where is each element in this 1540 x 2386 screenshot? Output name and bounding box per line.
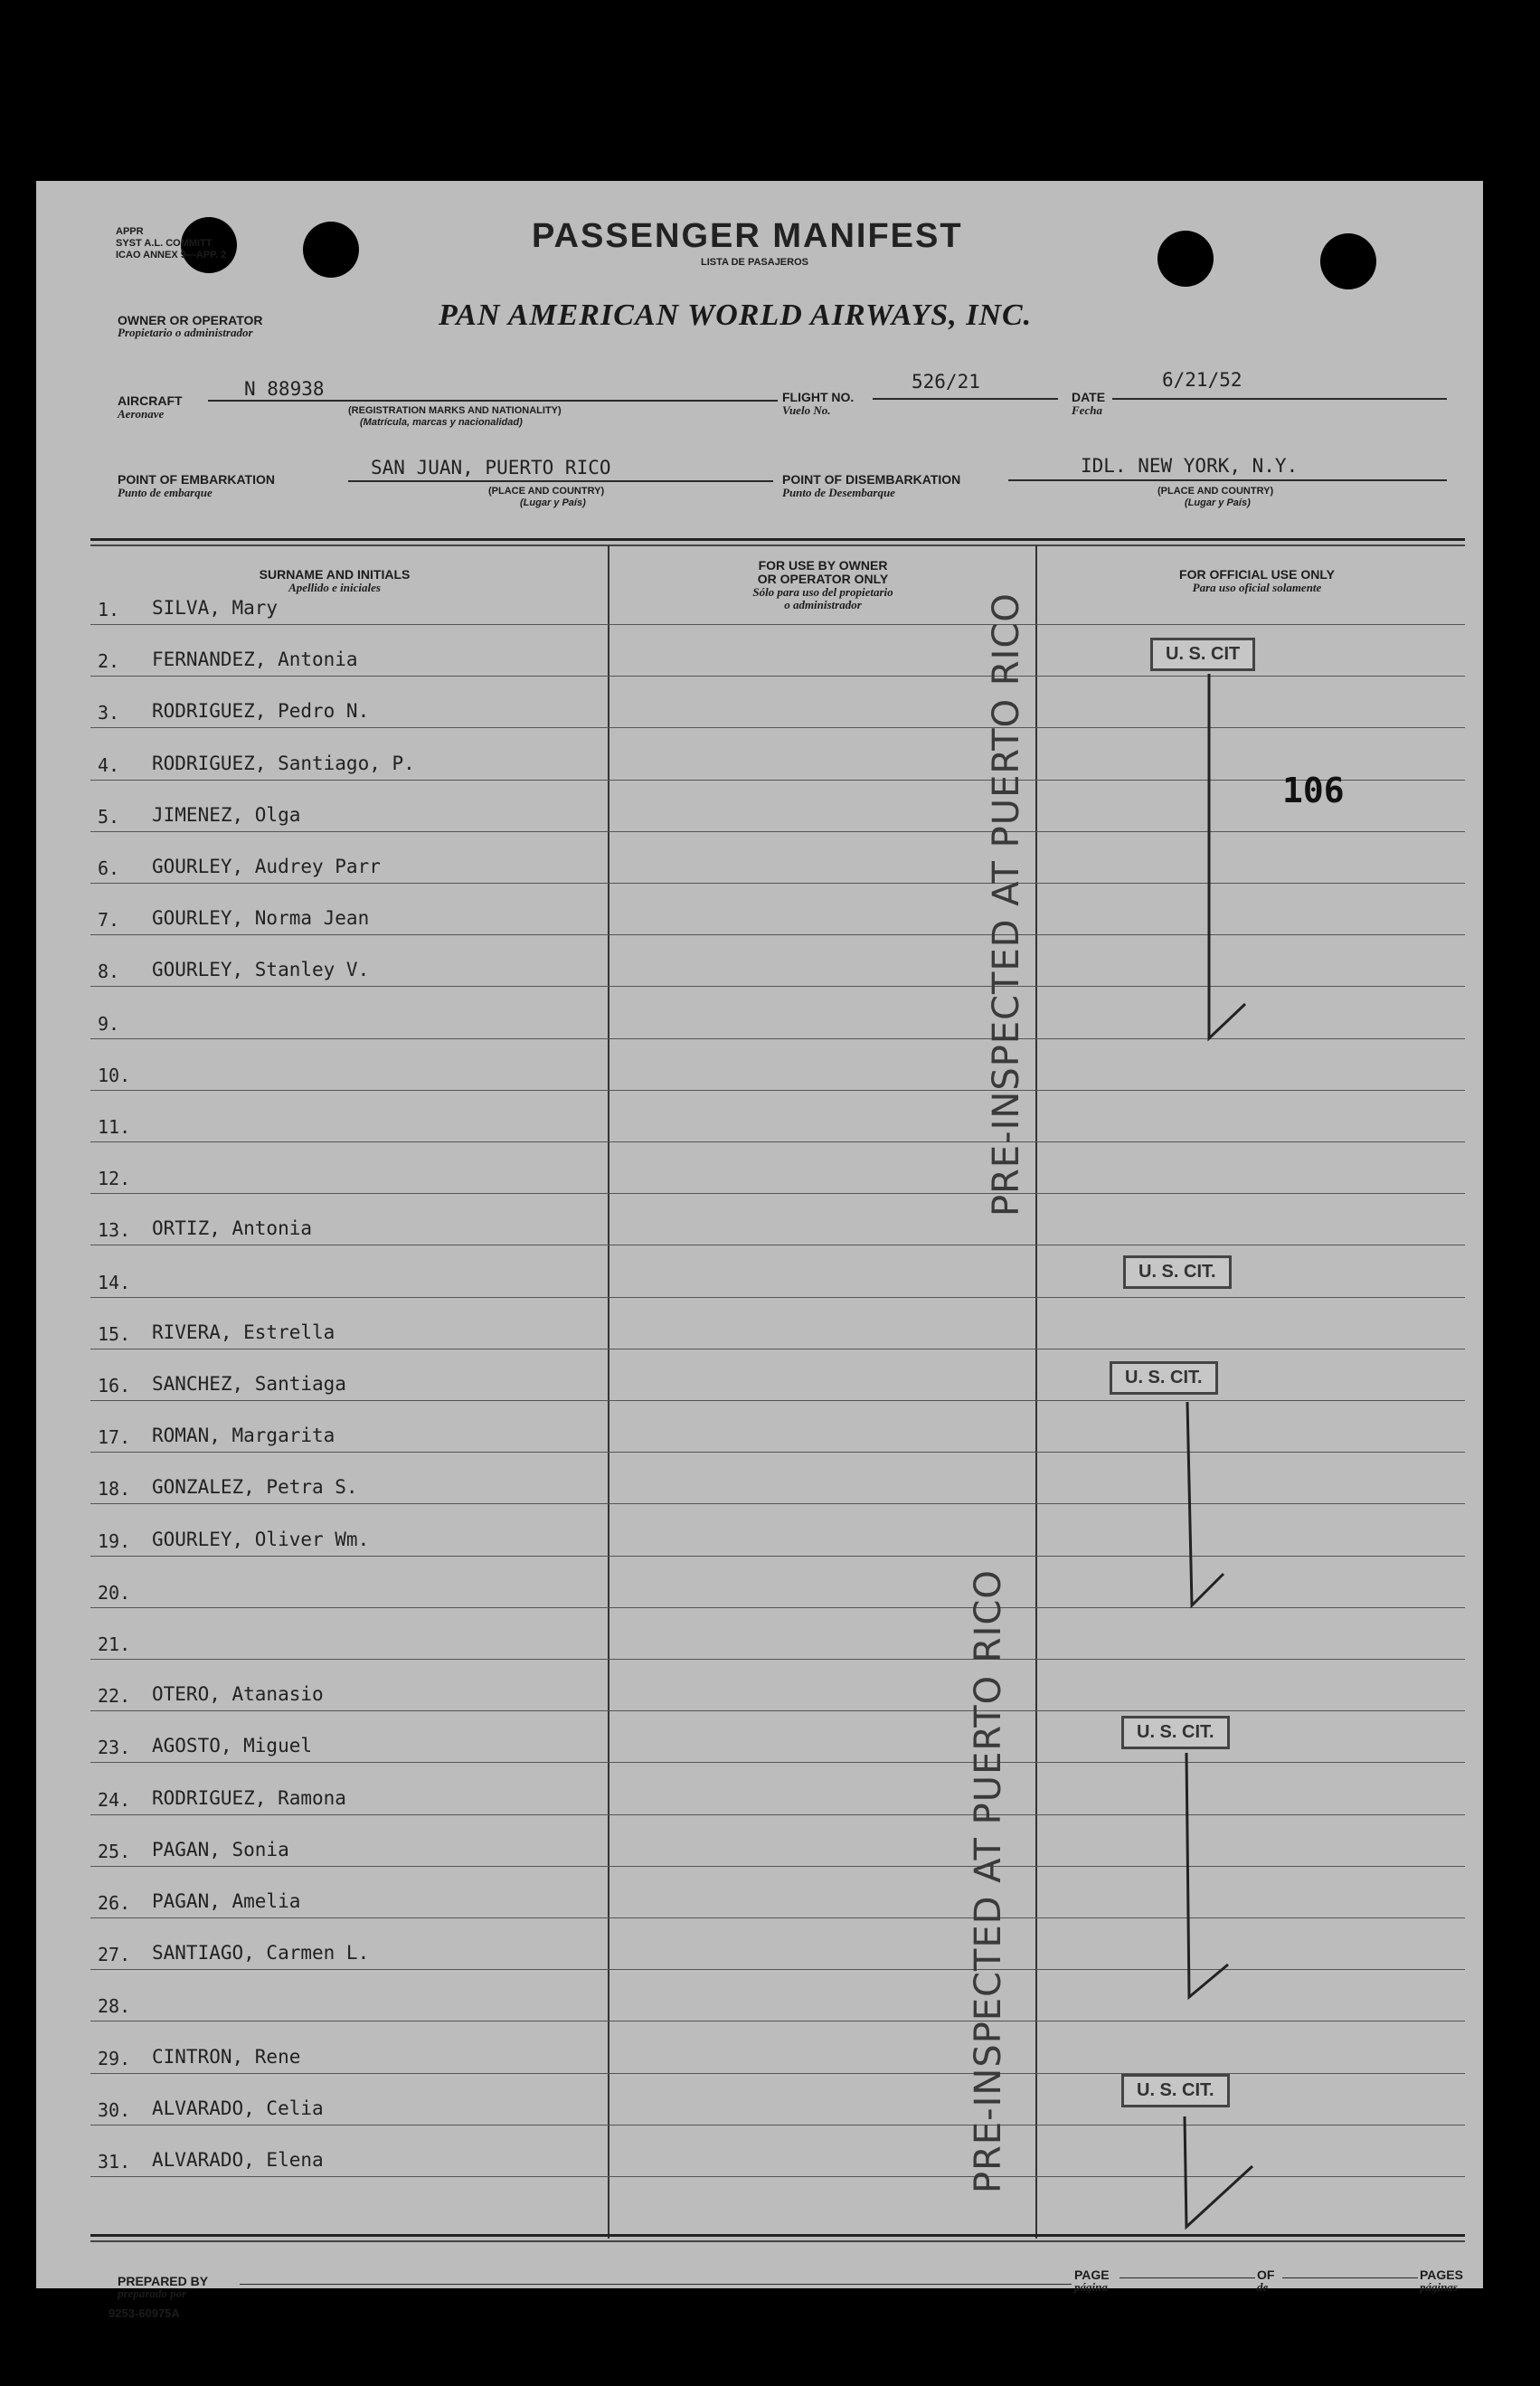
row-number: 7. (98, 909, 120, 932)
row-number: 6. (98, 857, 120, 879)
bracket-mark (1185, 2116, 1252, 2227)
flight-value: 526/21 (912, 371, 980, 393)
prepared-label-es: preparado por (118, 2287, 187, 2300)
row-number: 4. (98, 753, 120, 776)
row-number: 25. (98, 1840, 131, 1862)
row-number: 13. (98, 1219, 131, 1242)
approval-line-2: SYST A.L. COMMITT (116, 238, 213, 249)
row-number: 23. (98, 1737, 131, 1759)
row-number: 1. (98, 599, 120, 620)
disembark-label: POINT OF DISEMBARKATION (782, 472, 961, 487)
row-number: 31. (98, 2151, 131, 2173)
row-number: 9. (98, 1012, 120, 1035)
flight-label: FLIGHT NO. (782, 390, 855, 404)
embark-label-es: Punto de embarque (118, 486, 213, 499)
of-label-es: de (1257, 2280, 1269, 2294)
col-header-owner-text-1: FOR USE BY OWNER (758, 558, 888, 573)
row-number: 15. (98, 1322, 131, 1345)
row-number: 26. (98, 1892, 131, 1914)
page-label: PAGE (1074, 2268, 1110, 2282)
row-number: 5. (98, 805, 120, 828)
col-header-surname-text: SURNAME AND INITIALS (259, 567, 411, 582)
passenger-name: ORTIZ, Antonia (152, 1217, 313, 1240)
passenger-name: FERNANDEZ, Antonia (152, 649, 358, 671)
approval-line-1: APPR (116, 226, 144, 237)
owner-label: OWNER OR OPERATOR (118, 313, 263, 327)
passenger-name: SANCHEZ, Santiaga (152, 1373, 346, 1395)
row-number: 12. (98, 1168, 131, 1190)
manifest-sheet (36, 181, 1483, 2320)
passenger-name: RIVERA, Estrella (152, 1321, 335, 1343)
row-number: 10. (98, 1064, 131, 1086)
aircraft-label-es: Aeronave (118, 407, 165, 421)
passenger-name: RODRIGUEZ, Santiago, P. (152, 752, 415, 774)
disembark-place-note: (PLACE AND COUNTRY) (1157, 486, 1274, 497)
passenger-name: PAGAN, Amelia (152, 1890, 301, 1912)
passenger-name: GOURLEY, Norma Jean (152, 907, 370, 930)
passenger-count: 106 (1282, 771, 1345, 810)
prepared-underline (240, 2284, 1072, 2285)
row-number: 17. (98, 1426, 131, 1449)
bracket-marks (36, 181, 1483, 2288)
manifest-subtitle: LISTA DE PASAJEROS (701, 257, 808, 268)
row-number: 16. (98, 1375, 131, 1397)
bracket-mark (1209, 674, 1245, 1038)
form-code: 9253-60975A (109, 2306, 180, 2320)
manifest-title: PASSENGER MANIFEST (532, 217, 963, 255)
embark-label: POINT OF EMBARKATION (118, 472, 275, 487)
us-cit-stamp: U. S. CIT. (1110, 1361, 1218, 1395)
us-cit-stamp: U. S. CIT (1150, 638, 1255, 671)
disembark-value: IDL. NEW YORK, N.Y. (1081, 455, 1299, 477)
row-number: 27. (98, 1944, 131, 1966)
col-header-surname-es: Apellido e iniciales (288, 581, 381, 594)
passenger-name: JIMENEZ, Olga (152, 803, 301, 826)
col-header-owner-es-1: Sólo para uso del propietario (752, 585, 893, 599)
flight-label-es: Vuelo No. (782, 403, 831, 417)
passenger-name: OTERO, Atanasio (152, 1683, 324, 1706)
row-number: 2. (98, 650, 120, 673)
aircraft-value: N 88938 (244, 378, 325, 400)
pre-inspected-stamp: PRE-INSPECTED AT PUERTO RICO (968, 1569, 1009, 2193)
registration-note-es: (Matrícula, marcas y nacionalidad) (360, 417, 523, 428)
pre-inspected-stamp: PRE-INSPECTED AT PUERTO RICO (986, 592, 1027, 1217)
embark-place-note-es: (Lugar y País) (520, 497, 586, 508)
row-number: 21. (98, 1633, 131, 1655)
aircraft-label: AIRCRAFT (118, 393, 183, 408)
prepared-label: PREPARED BY (118, 2274, 209, 2288)
us-cit-stamp: U. S. CIT. (1121, 1716, 1230, 1749)
row-number: 22. (98, 1685, 131, 1708)
passenger-name: AGOSTO, Miguel (152, 1735, 313, 1757)
row-number: 18. (98, 1478, 131, 1501)
passenger-name: PAGAN, Sonia (152, 1838, 289, 1861)
passenger-name: ALVARADO, Celia (152, 2097, 324, 2119)
row-number: 11. (98, 1116, 131, 1138)
date-value: 6/21/52 (1162, 369, 1242, 391)
passenger-name: ROMAN, Margarita (152, 1425, 335, 1447)
col-header-official-es: Para uso oficial solamente (1192, 581, 1322, 594)
row-number: 19. (98, 1529, 131, 1552)
passenger-name: ALVARADO, Elena (152, 2149, 324, 2171)
col-header-owner-es-2: o administrador (784, 598, 862, 611)
page-underline (1120, 2277, 1255, 2278)
row-number: 3. (98, 702, 120, 724)
row-number: 14. (98, 1271, 131, 1293)
disembark-label-es: Punto de Desembarque (782, 486, 895, 499)
col-header-owner-text-2: OR OPERATOR ONLY (757, 572, 889, 586)
of-underline (1282, 2277, 1418, 2278)
passenger-name: GOURLEY, Oliver Wm. (152, 1528, 370, 1550)
us-cit-stamp: U. S. CIT. (1123, 1255, 1232, 1289)
row-number: 28. (98, 1995, 131, 2018)
approval-line-3: ICAO ANNEX 9—APP. 2 (116, 250, 227, 260)
row-number: 30. (98, 2098, 131, 2121)
passenger-name: GONZALEZ, Petra S. (152, 1476, 358, 1499)
passenger-name: SILVA, Mary (152, 597, 279, 619)
disembark-place-note-es: (Lugar y País) (1185, 497, 1251, 508)
pages-label: PAGES (1420, 2268, 1463, 2282)
row-number: 8. (98, 961, 120, 983)
passenger-name: RODRIGUEZ, Ramona (152, 1786, 346, 1809)
of-label: OF (1257, 2268, 1275, 2282)
passenger-name: SANTIAGO, Carmen L. (152, 1942, 370, 1965)
bracket-mark (1186, 1753, 1228, 1997)
row-number: 20. (98, 1581, 131, 1604)
registration-note: (REGISTRATION MARKS AND NATIONALITY) (348, 405, 562, 416)
date-label: DATE (1072, 390, 1106, 404)
col-header-official-text: FOR OFFICIAL USE ONLY (1179, 567, 1335, 582)
us-cit-stamp: U. S. CIT. (1121, 2074, 1230, 2107)
passenger-name: GOURLEY, Audrey Parr (152, 856, 381, 877)
row-number: 29. (98, 2047, 131, 2069)
embark-place-note: (PLACE AND COUNTRY) (488, 486, 605, 497)
pages-label-es: páginas (1420, 2280, 1458, 2294)
owner-label-es: Propietario o administrador (118, 326, 253, 339)
row-number: 24. (98, 1788, 131, 1811)
embark-value: SAN JUAN, PUERTO RICO (371, 457, 611, 478)
passenger-name: CINTRON, Rene (152, 2045, 301, 2068)
owner-value: PAN AMERICAN WORLD AIRWAYS, INC. (439, 298, 1033, 332)
page-label-es: página (1074, 2280, 1108, 2294)
passenger-name: RODRIGUEZ, Pedro N. (152, 700, 370, 723)
passenger-name: GOURLEY, Stanley V. (152, 959, 370, 981)
bracket-mark (1187, 1402, 1223, 1605)
date-label-es: Fecha (1072, 403, 1102, 417)
